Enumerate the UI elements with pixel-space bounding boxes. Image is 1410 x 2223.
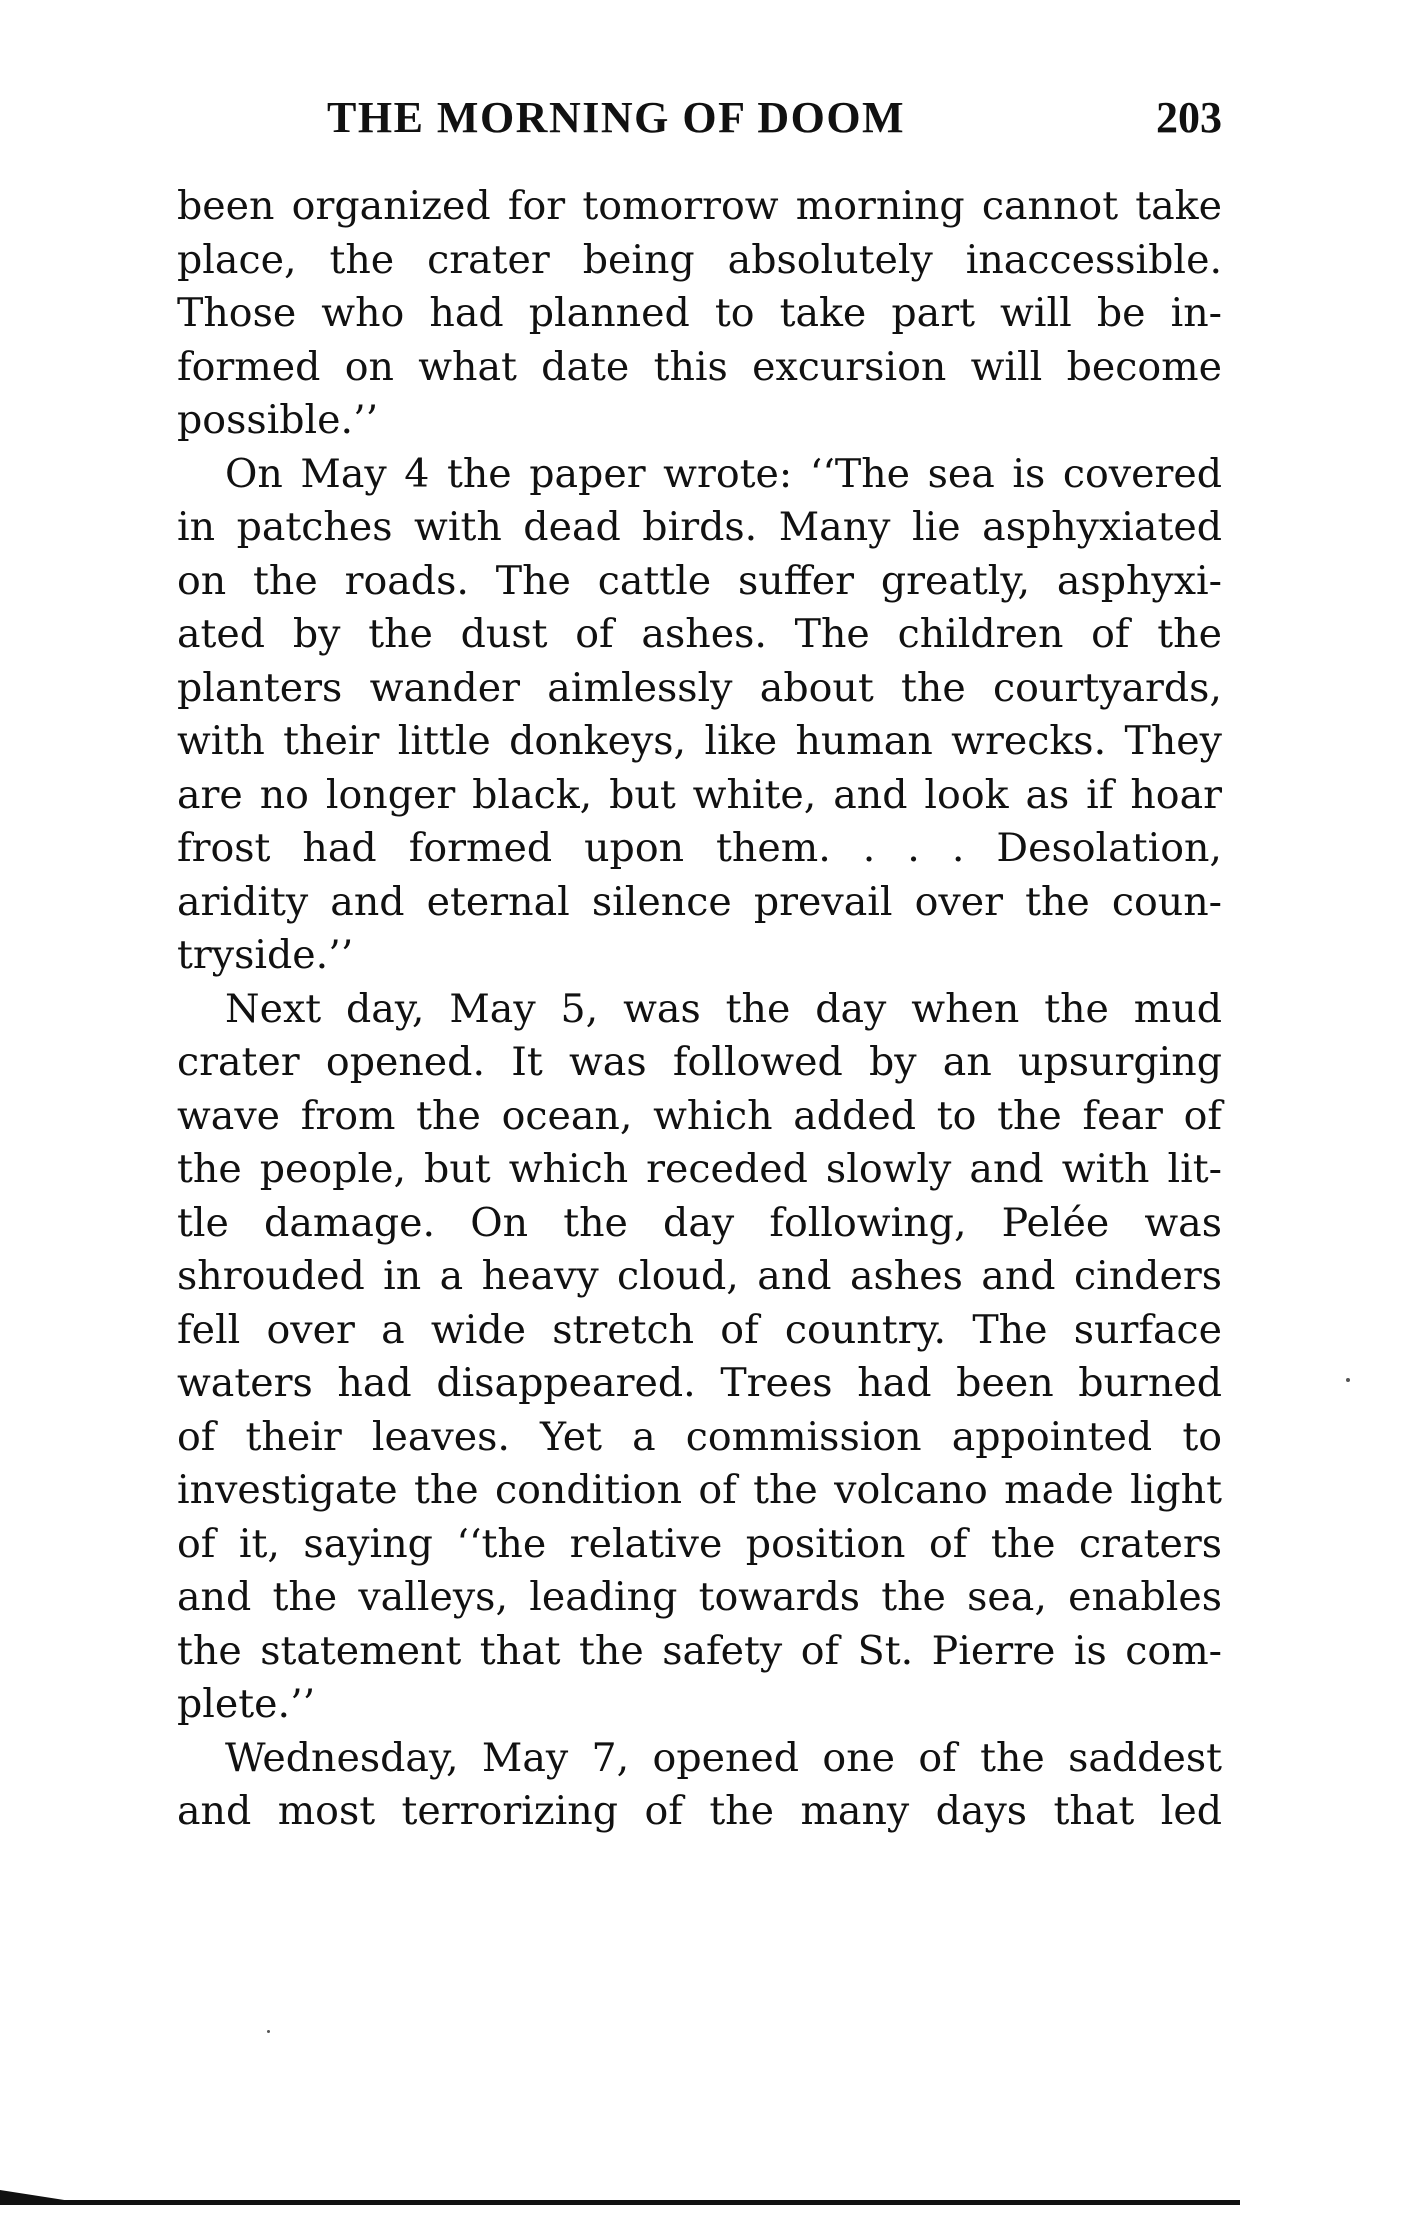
text-line: Next day, May 5, was the day when the mud — [225, 985, 1222, 1032]
text-line: frost had formed upon them. . . . Desolation, — [177, 825, 1222, 871]
text-line: plete.’’ — [177, 1681, 316, 1727]
text-line: of it, saying ‘‘the relative position of the craters — [177, 1520, 1222, 1567]
running-head — [177, 88, 1222, 148]
text-line: tryside.’’ — [177, 932, 354, 978]
text-line: investigate the condition of the volcano made light — [177, 1467, 1222, 1513]
text-line: of their leaves. Yet a commission appointed to — [177, 1413, 1222, 1460]
text-line: in patches with dead birds. Many lie asphyxiated — [177, 504, 1222, 550]
body-text — [177, 180, 1222, 1839]
text-line: crater opened. It was followed by an upsurging — [177, 1039, 1222, 1085]
text-line: Wednesday, May 7, opened one of the saddest — [225, 1734, 1222, 1781]
text-line: tle damage. On the day following, Pelée was — [177, 1199, 1222, 1246]
text-line: and most terrorizing of the many days that led — [177, 1788, 1222, 1834]
text-line: with their little donkeys, like human wrecks. They — [177, 718, 1222, 764]
text-line: waters had disappeared. Trees had been burned — [177, 1360, 1222, 1406]
text-line: are no longer black, but white, and look as if hoar — [177, 771, 1222, 818]
text-line: been organized for tomorrow morning cannot take — [177, 183, 1222, 229]
page-number: 203 — [1156, 93, 1222, 142]
scan-bottom-rule — [0, 2200, 1240, 2205]
text-line: shrouded in a heavy cloud, and ashes and cinders — [177, 1253, 1222, 1299]
scan-speck — [1346, 1378, 1350, 1382]
text-line: Those who had planned to take part will be in- — [177, 290, 1222, 336]
text-line: the people, but which receded slowly and with lit- — [177, 1146, 1222, 1192]
text-line: place, the crater being absolutely inaccessible. — [177, 236, 1222, 283]
running-title: THE MORNING OF DOOM — [327, 93, 906, 142]
text-line: On May 4 the paper wrote: ‘‘The sea is covered — [225, 450, 1222, 497]
text-line: ated by the dust of ashes. The children of the — [177, 611, 1222, 657]
text-line: wave from the ocean, which added to the fear of — [177, 1092, 1222, 1139]
text-line: possible.’’ — [177, 397, 379, 443]
scan-speck — [267, 2030, 270, 2033]
text-line: formed on what date this excursion will become — [177, 343, 1222, 390]
text-line: on the roads. The cattle suffer greatly, asphyxi- — [177, 557, 1222, 604]
text-line: the statement that the safety of St. Pierre is com- — [177, 1627, 1222, 1674]
text-line: fell over a wide stretch of country. The surface — [177, 1306, 1222, 1353]
text-line: aridity and eternal silence prevail over the coun- — [177, 878, 1222, 925]
text-line: planters wander aimlessly about the courtyards, — [177, 664, 1222, 711]
text-line: and the valleys, leading towards the sea, enables — [177, 1574, 1222, 1620]
